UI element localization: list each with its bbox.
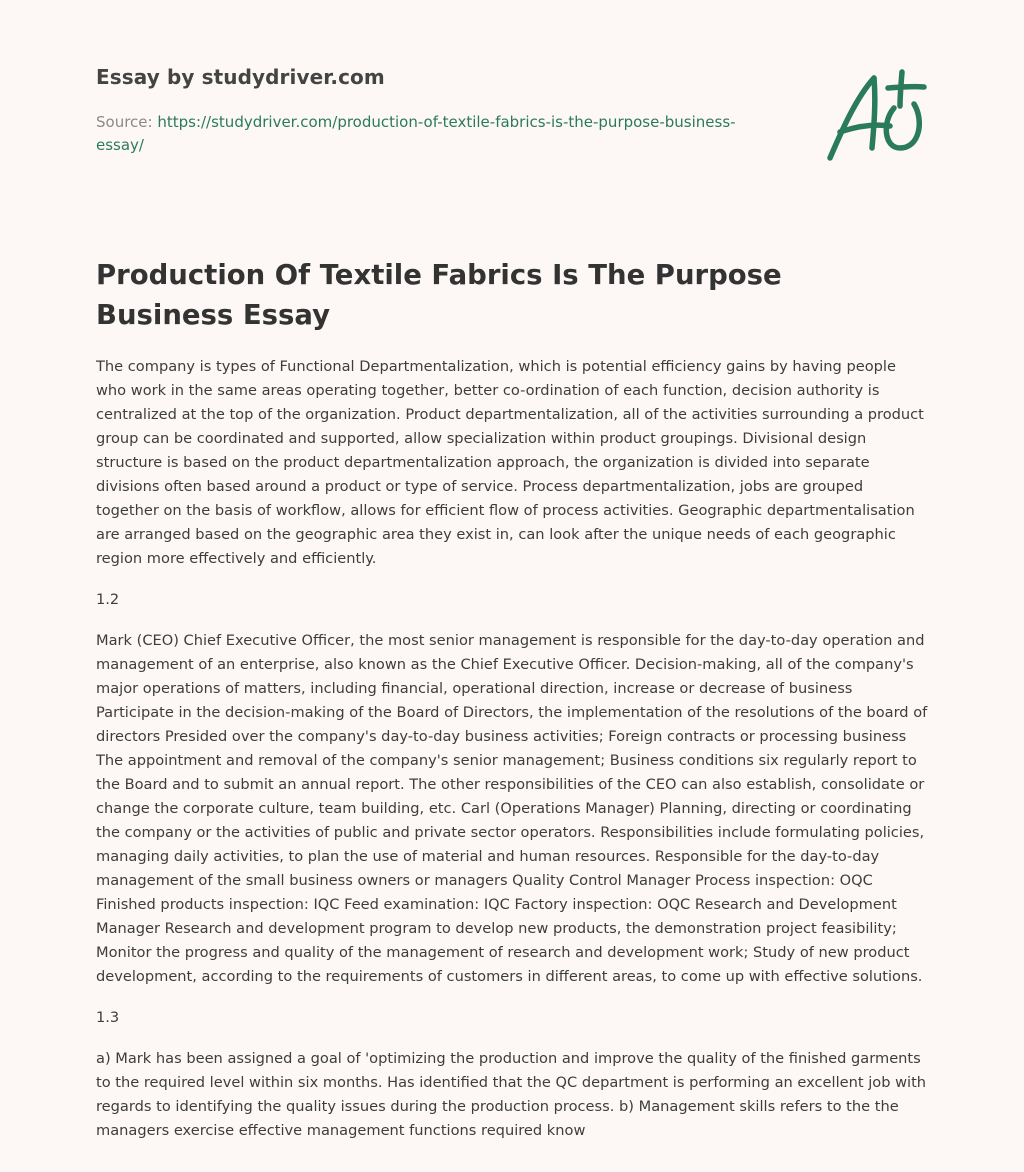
- essay-paragraph: a) Mark has been assigned a goal of 'optimizing the production and improve the quality of the finished garments to the required level within six months. Has identified that the QC department is performing an excellent job with regards to identifying the quality issues during the production process. b) Management skills refers to the the managers exercise effective management functions required know: [96, 1050, 927, 1139]
- essay-title: Production Of Textile Fabrics Is The Purpose Business Essay: [96, 259, 782, 331]
- essay-paragraph: The company is types of Functional Departmentalization, which is potential efficiency gains by having people who work in the same areas operating together, better co-ordination of each function, decision authority is centralized at the top of the organization. Product departmentalization, all of the activities surrounding a product group can be coordinated and supported, allow specialization within product groupings. Divisional design structure is based on the product departmentalization approach, the organization is divided into separate divisions often based around a product or type of service. Process departmentalization, jobs are grouped together on the basis of workflow, allows for efficient flow of process activities. Geographic departmentalisation are arranged based on the geographic area they exist in, can look after the unique needs of each geographic region more effectively and efficiently.: [96, 358, 924, 567]
- source-label: Source:: [96, 113, 158, 131]
- site-title: Essay by studydriver.com: [96, 65, 385, 89]
- essay-paragraph: Mark (CEO) Chief Executive Officer, the most senior management is responsible for the day-to-day operation and management of an enterprise, also known as the Chief Executive Officer. Decision-making, all of the company's major operations of matters, including financial, operational direction, increase or decrease of business Participate in the decision-making of the Board of Directors, the implementation of the resolutions of the board of directors Presided over the company's day-to-day business activities; Foreign contracts or processing business The appointment and removal of the company's senior management; Business conditions six regularly report to the Board and to submit an annual report. The other responsibilities of the CEO can also establish, consolidate or change the corporate culture, team building, etc. Carl (Operations Manager) Planning, directing or coordinating the company or the activities of public and private sector operators. Responsibilities include formulating policies, managing daily activities, to plan the use of material and human resources. Responsible for the day-to-day management of the small business owners or managers Quality Control Manager Process inspection: OQC Finished products inspection: IQC Feed examination: IQC Factory inspection: OQC Research and Development Manager Research and development program to develop new products, the demonstration project feasibility; Monitor the progress and quality of the management of research and development work; Study of new product development, according to the requirements of customers in different areas, to come up with effective solutions.: [96, 632, 928, 985]
- section-number: 1.2: [96, 591, 120, 608]
- a-plus-logo-icon: [824, 68, 928, 166]
- source-line: [96, 111, 756, 157]
- essay-body: [96, 355, 928, 1160]
- section-number: 1.3: [96, 1009, 120, 1026]
- source-link[interactable]: https://studydriver.com/production-of-textile-fabrics-is-the-purpose-business-essay/: [96, 113, 736, 154]
